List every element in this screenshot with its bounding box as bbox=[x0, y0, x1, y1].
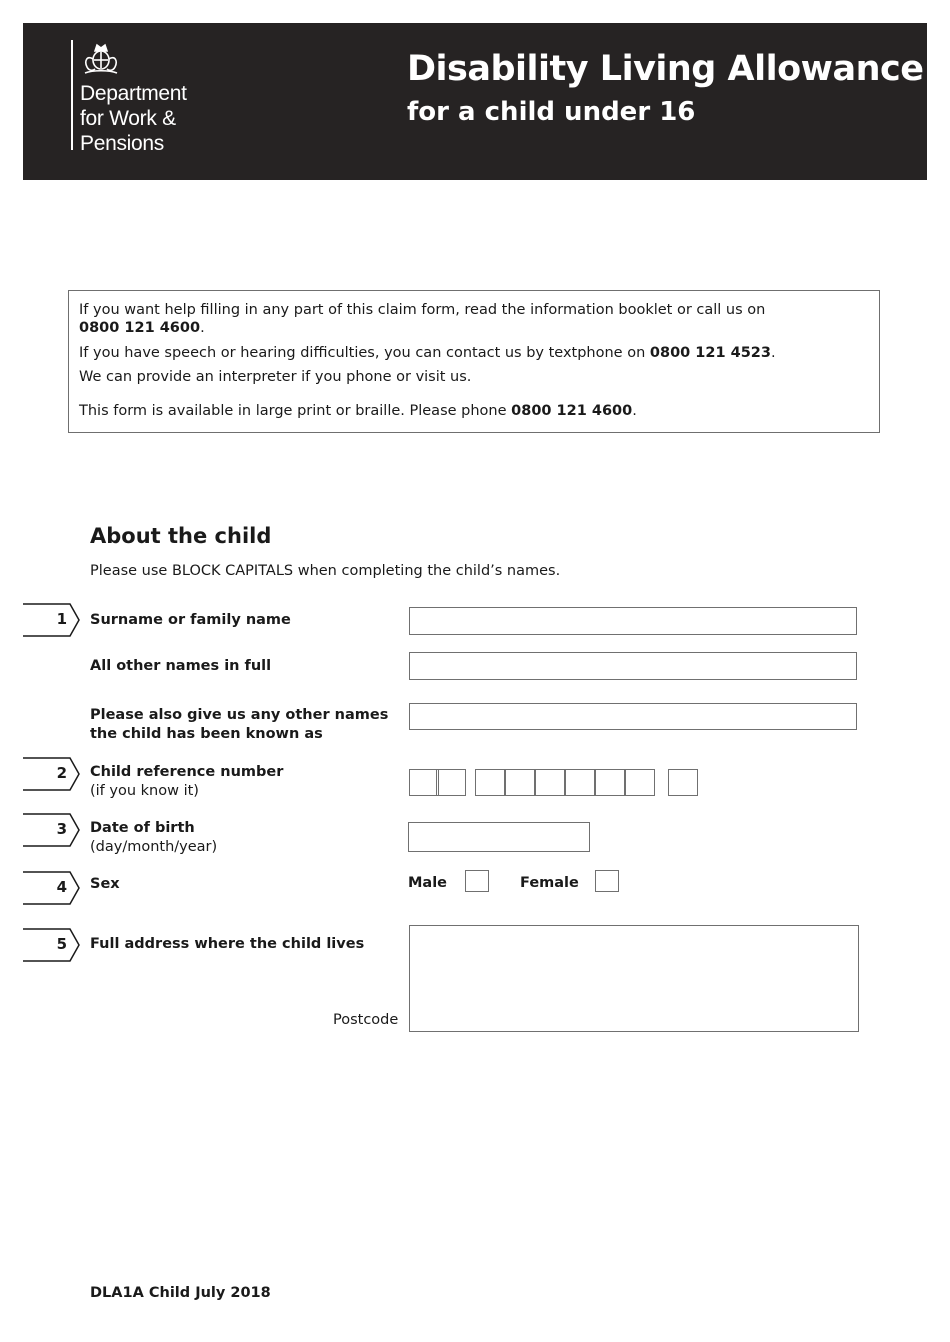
section-instruction: Please use BLOCK CAPITALS when completing the child’s names. bbox=[90, 563, 561, 579]
form-code: DLA1A Child July 2018 bbox=[90, 1285, 271, 1301]
royal-crest-icon bbox=[79, 39, 123, 77]
form-subtitle: for a child under 16 bbox=[407, 97, 696, 127]
address-label-text: Full address where the child lives bbox=[90, 936, 365, 952]
reference-digit-box[interactable] bbox=[409, 769, 439, 796]
question-number: 3 bbox=[56, 820, 67, 838]
other-names-label bbox=[90, 657, 271, 676]
address-field[interactable] bbox=[409, 925, 859, 1032]
surname-field[interactable] bbox=[409, 607, 857, 635]
question-number: 1 bbox=[56, 610, 67, 628]
surname-label bbox=[90, 611, 291, 630]
child-reference-label-text: Child reference number bbox=[90, 764, 284, 780]
question-number: 2 bbox=[56, 764, 67, 782]
question-number-tag bbox=[22, 756, 80, 792]
date-of-birth-label bbox=[90, 819, 217, 857]
known-as-field[interactable] bbox=[409, 703, 857, 730]
help-info-box bbox=[68, 290, 880, 433]
question-number-tag bbox=[22, 602, 80, 638]
sex-label-text: Sex bbox=[90, 876, 120, 892]
male-checkbox[interactable] bbox=[465, 870, 489, 892]
question-number: 5 bbox=[56, 935, 67, 953]
reference-digit-box[interactable] bbox=[565, 769, 595, 796]
help-text: If you want help filling in any part of this claim form, read the information booklet or call us on bbox=[79, 302, 766, 318]
reference-digit-box[interactable] bbox=[475, 769, 505, 796]
question-number-tag bbox=[22, 927, 80, 963]
known-as-label bbox=[90, 706, 388, 744]
date-of-birth-field[interactable] bbox=[408, 822, 590, 852]
reference-digit-box[interactable] bbox=[668, 769, 698, 796]
female-checkbox[interactable] bbox=[595, 870, 619, 892]
reference-digit-box[interactable] bbox=[595, 769, 625, 796]
surname-label-text: Surname or family name bbox=[90, 612, 291, 628]
child-reference-hint: (if you know it) bbox=[90, 783, 199, 799]
section-title: About the child bbox=[90, 524, 272, 548]
large-print-phone: 0800 121 4600 bbox=[511, 403, 633, 419]
question-number-tag bbox=[22, 870, 80, 906]
question-number: 4 bbox=[56, 878, 67, 896]
child-reference-label bbox=[90, 763, 283, 801]
large-print-text: This form is available in large print or braille. Please phone bbox=[79, 403, 512, 419]
postcode-label: Postcode bbox=[333, 1012, 399, 1028]
department-name bbox=[80, 81, 187, 156]
logo-divider bbox=[71, 40, 73, 150]
textphone-number: 0800 121 4523 bbox=[649, 345, 771, 361]
female-option-label: Female bbox=[520, 875, 579, 891]
department-line: Pensions bbox=[80, 132, 164, 155]
known-as-label-line: Please also give us any other names bbox=[90, 707, 389, 723]
help-line-4: This form is available in large print or braille. Please phone 0800 121 4600. bbox=[79, 403, 637, 419]
form-title: Disability Living Allowance bbox=[407, 49, 924, 89]
other-names-field[interactable] bbox=[409, 652, 857, 680]
help-line-1: If you want help filling in any part of this claim form, read the information booklet or call us on 0800 121 4600. bbox=[79, 302, 766, 336]
question-number-tag bbox=[22, 812, 80, 848]
helpline-phone: 0800 121 4600 bbox=[79, 320, 201, 336]
reference-digit-box[interactable] bbox=[436, 769, 466, 796]
reference-digit-box[interactable] bbox=[535, 769, 565, 796]
department-line: Department bbox=[80, 82, 187, 105]
address-label bbox=[90, 935, 364, 954]
header-banner bbox=[23, 23, 927, 180]
other-names-label-text: All other names in full bbox=[90, 658, 272, 674]
sex-label bbox=[90, 875, 120, 894]
reference-digit-box[interactable] bbox=[625, 769, 655, 796]
male-option-label: Male bbox=[408, 875, 448, 891]
department-line: for Work & bbox=[80, 107, 176, 130]
reference-digit-box[interactable] bbox=[505, 769, 535, 796]
known-as-label-line: the child has been known as bbox=[90, 726, 323, 742]
date-of-birth-hint: (day/month/year) bbox=[90, 839, 218, 855]
date-of-birth-label-text: Date of birth bbox=[90, 820, 195, 836]
textphone-text: If you have speech or hearing difficulties, you can contact us by textphone on bbox=[79, 345, 650, 361]
help-line-3: We can provide an interpreter if you phone or visit us. bbox=[79, 369, 472, 385]
help-line-2: If you have speech or hearing difficulties, you can contact us by textphone on 0800 121 4523. bbox=[79, 345, 776, 361]
